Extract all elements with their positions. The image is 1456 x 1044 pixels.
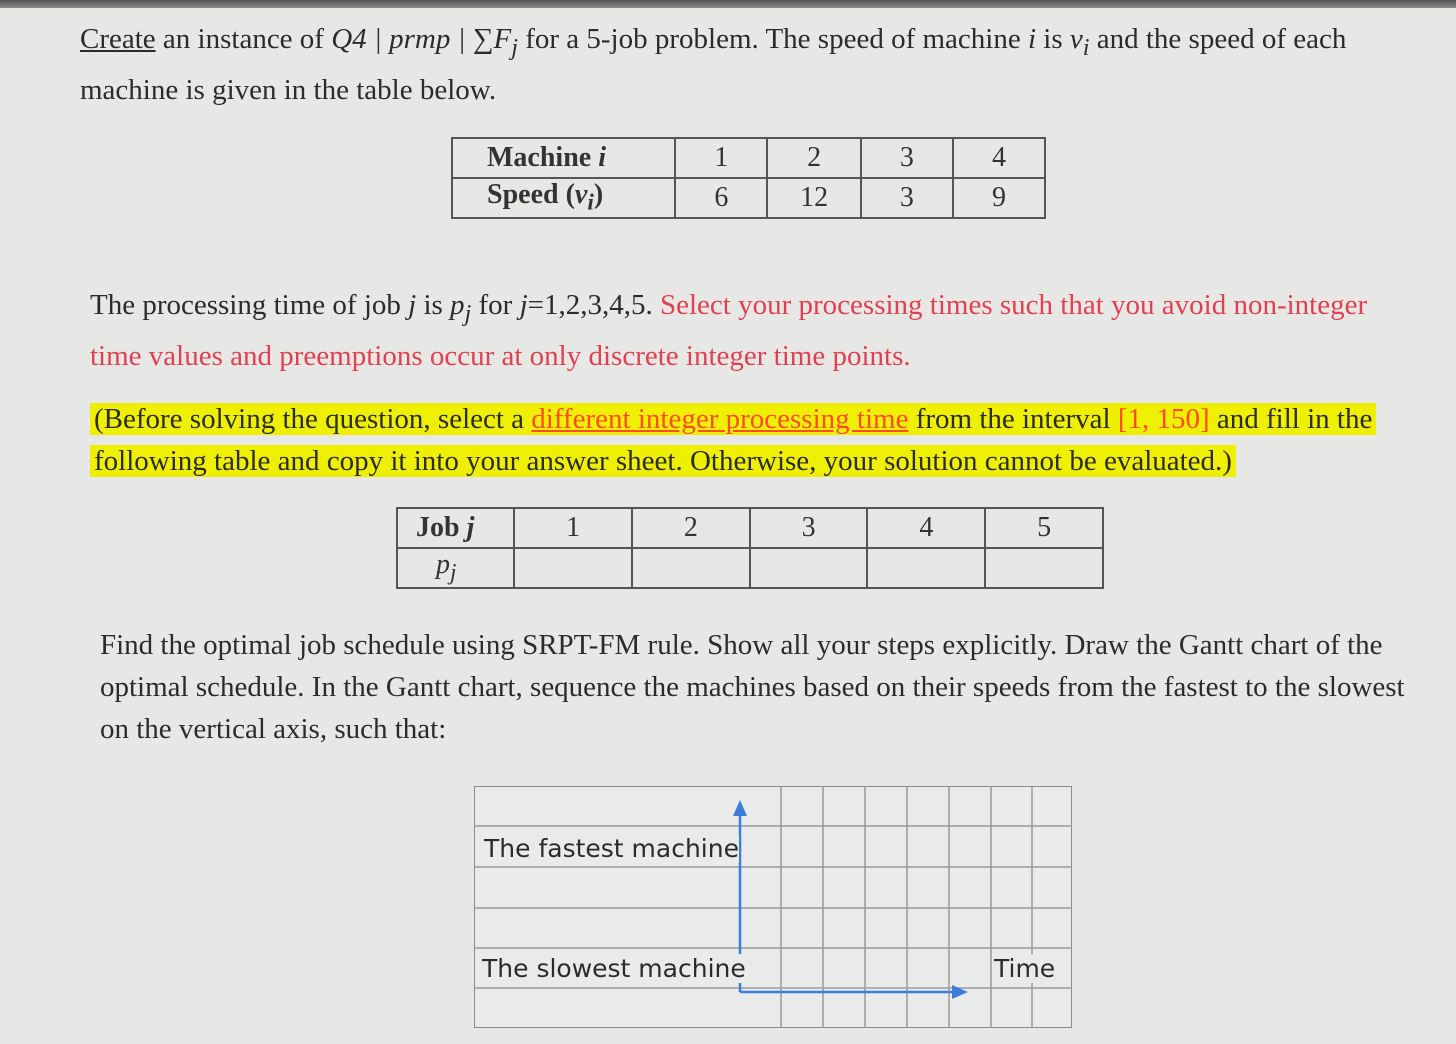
gantt-grid <box>474 786 1072 1028</box>
find-paragraph: Find the optimal job schedule using SRPT-FM rule. Show all your steps explicitly. Draw the Gantt chart of the optimal schedule. In the Gantt chart, sequence the machines based on their speeds from the fastest to the slowest on the vertical axis, such that: <box>100 629 1405 745</box>
var-i: i <box>1027 23 1037 55</box>
screen-top-edge <box>0 0 1456 8</box>
highlight-text-2: from the interval <box>908 403 1118 435</box>
speed-header: Speed $(v_i)$ <box>452 178 675 218</box>
var-v: $v_i$ <box>1069 23 1090 61</box>
processing-time-cell[interactable] <box>632 548 750 588</box>
job-number: 3 <box>750 508 868 548</box>
different-integer-emphasis: different integer processing time <box>531 403 909 435</box>
pj-header: $p_j$ <box>397 548 514 588</box>
processing-time-cell[interactable] <box>867 548 985 588</box>
machine-number: 1 <box>675 138 767 178</box>
highlight-text-3: and fill in the following table and copy it into your answer sheet. Otherwise, your solution cannot be evaluated.) <box>94 403 1373 477</box>
processing-time-cell[interactable] <box>985 548 1103 588</box>
machine-speed: 9 <box>953 178 1045 218</box>
intro-text-2: for a 5-job problem. The speed of machine <box>517 23 1028 55</box>
machine-number: 4 <box>953 138 1045 178</box>
machine-number: 3 <box>861 138 953 178</box>
processing-text-4: =1,2,3,4,5. <box>527 289 660 321</box>
intro-text-3: is <box>1036 23 1070 55</box>
processing-text-2: is <box>416 289 451 321</box>
processing-time-cell[interactable] <box>514 548 632 588</box>
intro-paragraph <box>80 18 1415 111</box>
machine-speed: 12 <box>767 178 860 218</box>
job-header: Job j <box>397 508 514 548</box>
machine-header: Machine i <box>452 138 675 178</box>
job-number: 2 <box>632 508 750 548</box>
machine-speed: 3 <box>861 178 953 218</box>
gantt-chart-template <box>474 786 1072 1028</box>
machine-speed: 6 <box>675 178 767 218</box>
create-word: Create <box>80 23 156 55</box>
intro-text-4: and the speed of each machine is given in the table below. <box>80 23 1347 106</box>
machine-number: 2 <box>767 138 860 178</box>
fastest-machine-label: The fastest machine <box>484 834 739 863</box>
problem-notation: Q4 | prmp | $\sum F_j$ <box>331 23 518 61</box>
job-number: 5 <box>985 508 1103 548</box>
job-processing-table <box>396 507 1104 589</box>
var-j: j <box>519 289 528 321</box>
var-p: $p_j$ <box>450 289 472 327</box>
slowest-machine-label: The slowest machine <box>482 954 746 983</box>
highlight-text: (Before solving the question, select a <box>94 403 532 435</box>
processing-instruction: Select your processing times such that you avoid non-integer time values and preemptions occur at only discrete integer time points. <box>90 289 1368 372</box>
highlighted-instruction <box>90 398 1410 482</box>
intro-text: an instance of <box>155 23 332 55</box>
processing-text: The processing time of job <box>90 289 409 321</box>
interval-emphasis: [1, 150] <box>1117 403 1210 435</box>
machine-speed-table <box>451 137 1046 219</box>
job-number: 4 <box>867 508 985 548</box>
time-axis-label: Time <box>994 954 1056 983</box>
highlight-block <box>90 403 1376 477</box>
job-number: 1 <box>514 508 632 548</box>
processing-text-3: for <box>471 289 520 321</box>
processing-time-cell[interactable] <box>750 548 868 588</box>
var-j: j <box>408 289 417 321</box>
processing-paragraph <box>90 284 1410 377</box>
